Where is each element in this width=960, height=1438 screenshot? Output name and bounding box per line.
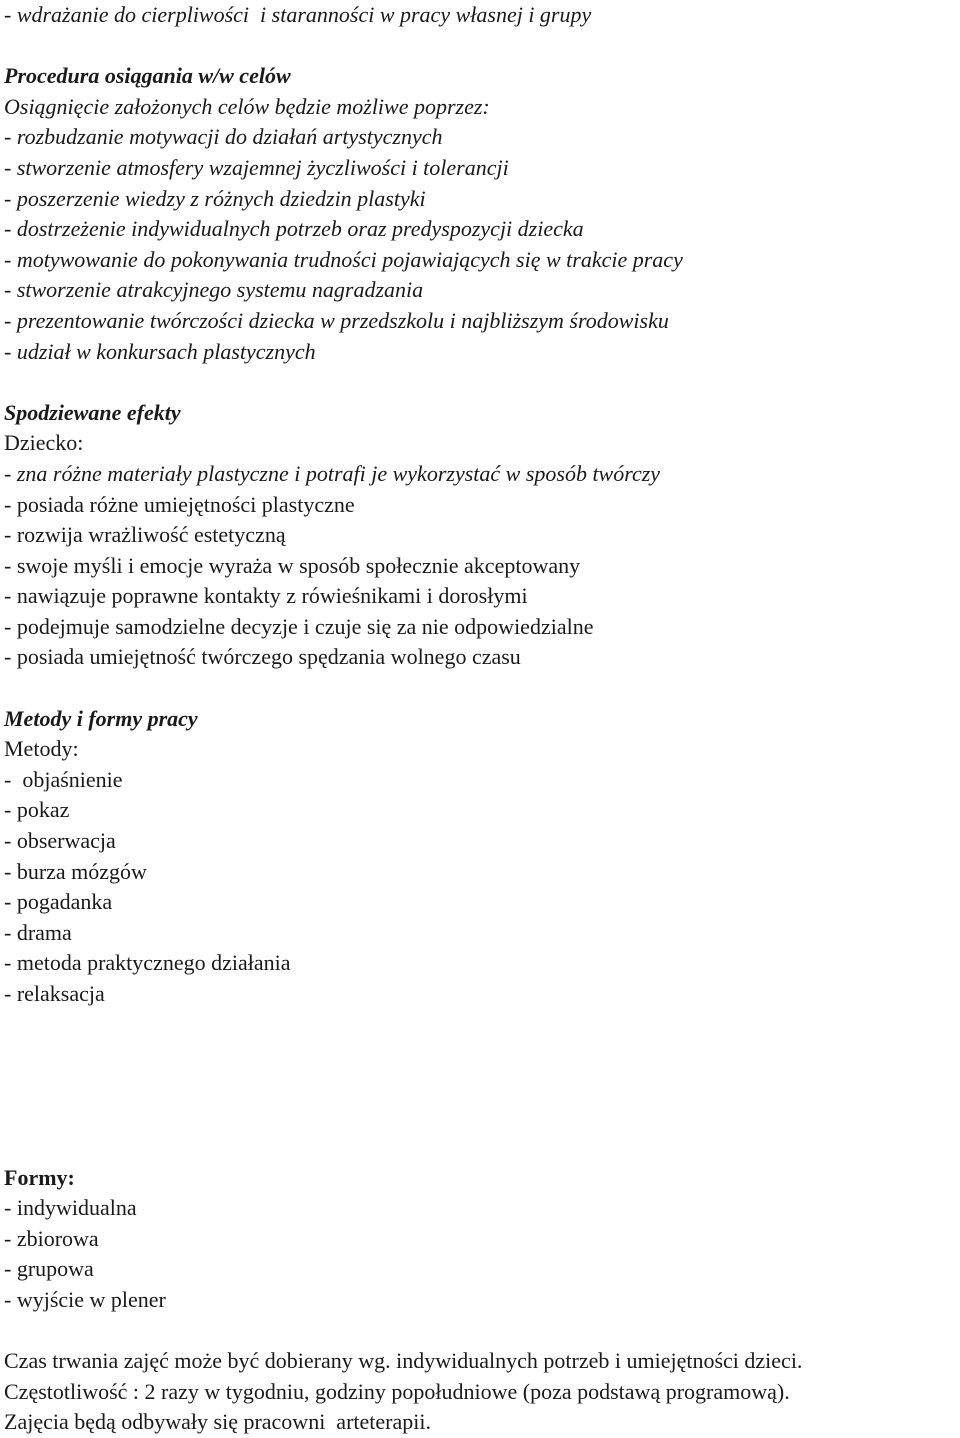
list-item: - dostrzeżenie indywidualnych potrzeb oraz predyspozycji dziecka: [4, 216, 584, 242]
list-item: - nawiązuje poprawne kontakty z rówieśnikami i dorosłymi: [4, 583, 528, 609]
intro-line: - wdrażanie do cierpliwości i staranności w pracy własnej i grupy: [4, 2, 592, 27]
effects-section: [4, 398, 956, 673]
list-item: - posiada różne umiejętności plastyczne: [4, 491, 355, 517]
methods-intro: Metody:: [4, 736, 79, 762]
list-item: - pokaz: [4, 797, 70, 823]
list-item: - rozwija wrażliwość estetyczną: [4, 522, 286, 548]
list-item: - burza mózgów: [4, 858, 147, 884]
procedure-section: [4, 61, 956, 367]
effects-intro: Dziecko:: [4, 430, 84, 456]
list-item: - stworzenie atrakcyjnego systemu nagradzania: [4, 277, 424, 303]
spacer: [4, 31, 956, 62]
procedure-intro: Osiągnięcie założonych celów będzie możliwe poprzez:: [4, 93, 490, 119]
closing-line: Częstotliwość : 2 razy w tygodniu, godziny popołudniowe (poza podstawą programową).: [4, 1378, 790, 1404]
methods-heading: Metody i formy pracy: [4, 705, 198, 731]
list-item: - stworzenie atmosfery wzajemnej życzliwości i tolerancji: [4, 154, 509, 180]
list-item: - wyjście w plener: [4, 1286, 166, 1312]
list-item: - swoje myśli i emocje wyraża w sposób społecznie akceptowany: [4, 552, 581, 578]
list-item: - rozbudzanie motywacji do działań artystycznych: [4, 124, 443, 150]
list-item: - indywidualna: [4, 1195, 137, 1221]
procedure-heading: Procedura osiągania w/w celów: [4, 63, 291, 89]
list-item: - obserwacja: [4, 828, 116, 854]
spacer: [4, 1010, 956, 1163]
list-item: - grupowa: [4, 1256, 94, 1282]
closing-line: Czas trwania zajęć może być dobierany wg. indywidualnych potrzeb i umiejętności dzieci.: [4, 1348, 803, 1374]
forms-heading: Formy:: [4, 1164, 75, 1190]
forms-section: [4, 1163, 956, 1316]
spacer: [4, 1316, 956, 1347]
spacer: [4, 673, 956, 704]
closing-line: Zajęcia będą odbywały się pracowni arteterapii.: [4, 1409, 431, 1435]
list-item: - metoda praktycznego działania: [4, 950, 291, 976]
list-item: - prezentowanie twórczości dziecka w przedszkolu i najbliższym środowisku: [4, 307, 669, 333]
document-page: [4, 0, 956, 1438]
spacer: [4, 367, 956, 398]
list-item: - relaksacja: [4, 981, 105, 1006]
list-item: - poszerzenie wiedzy z różnych dziedzin plastyki: [4, 185, 426, 211]
list-item: - udział w konkursach plastycznych: [4, 338, 316, 364]
effects-heading: Spodziewane efekty: [4, 399, 181, 425]
list-item: - motywowanie do pokonywania trudności pojawiających się w trakcie pracy: [4, 246, 683, 272]
list-item: - posiada umiejętność twórczego spędzania wolnego czasu: [4, 644, 521, 670]
list-item: - objaśnienie: [4, 766, 123, 792]
methods-section: [4, 704, 956, 1010]
list-item: - zbiorowa: [4, 1225, 99, 1251]
list-item: - drama: [4, 919, 72, 945]
list-item: - podejmuje samodzielne decyzje i czuje się za nie odpowiedzialne: [4, 613, 594, 639]
closing-section: [4, 1346, 956, 1438]
list-item: - pogadanka: [4, 889, 113, 915]
list-item: - zna różne materiały plastyczne i potrafi je wykorzystać w sposób twórczy: [4, 460, 661, 486]
